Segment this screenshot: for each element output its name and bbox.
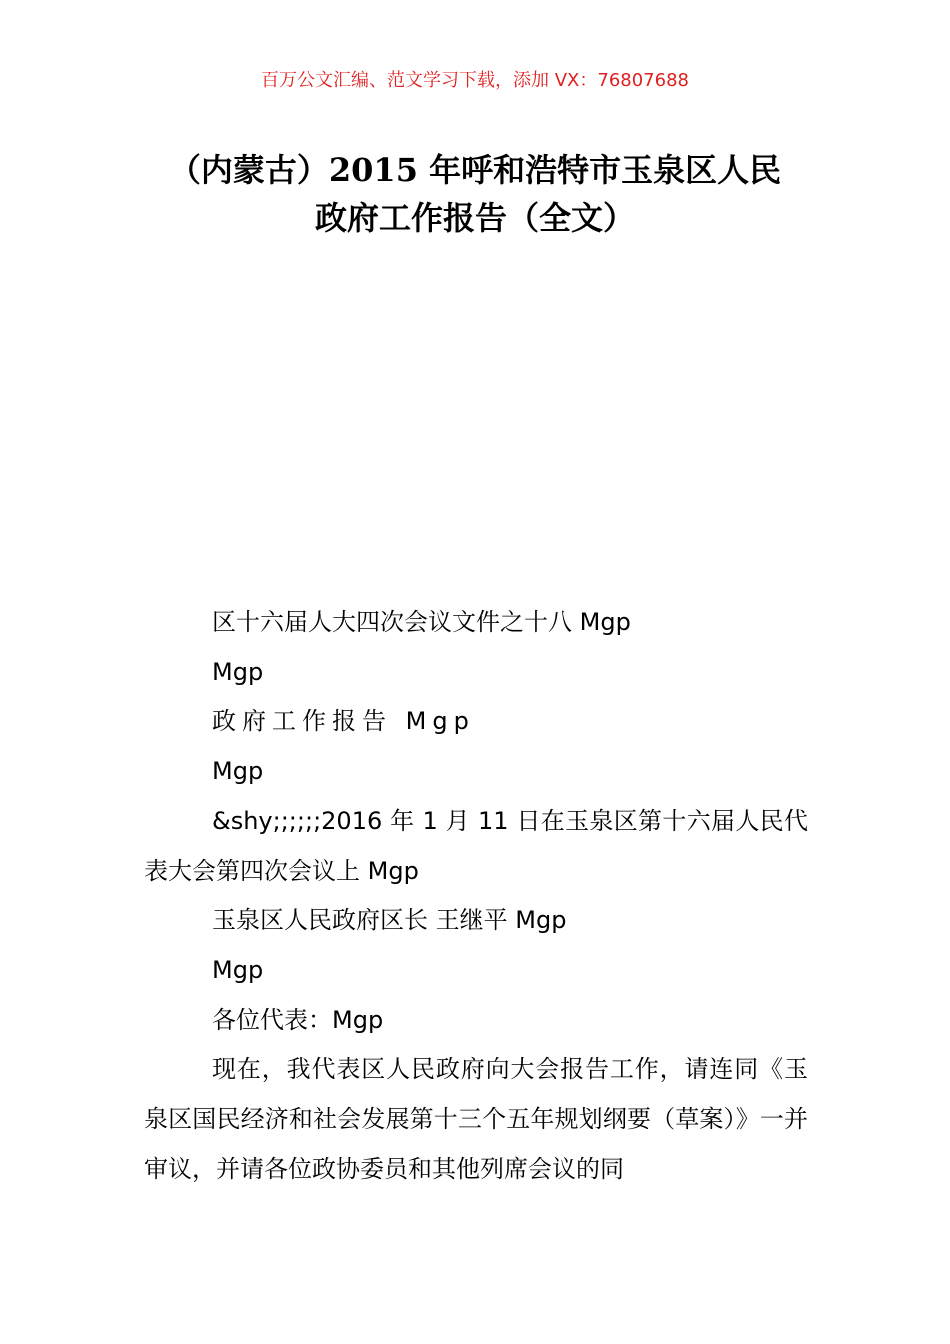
- opening-paragraph: 现在，我代表区人民政府向大会报告工作，请连同《玉泉区国民经济和社会发展第十三个五年规划纲要（草案）》一并审议，并请各位政协委员和其他列席会议的同: [144, 1055, 808, 1183]
- speaker-line: 玉泉区人民政府区长 王继平 Mgp: [212, 906, 567, 935]
- placeholder-line: Mgp: [212, 757, 264, 786]
- title-line-1: （内蒙古）2015 年呼和浩特市玉泉区人民: [168, 151, 782, 189]
- header-download-note: 百万公文汇编、范文学习下载，添加 VX：76807688: [261, 70, 689, 91]
- placeholder-line: Mgp: [212, 955, 264, 984]
- meeting-date-line: &shy;;;;;;2016 年 1 月 11 日在玉泉区第十六届人民代表大会第四次会议上 Mgp: [144, 806, 808, 885]
- salutation-line: 各位代表：Mgp: [212, 1005, 384, 1034]
- document-body: [144, 598, 808, 1194]
- report-heading: 政府工作报告 Mgp: [212, 707, 475, 736]
- file-number-line: 区十六届人大四次会议文件之十八 Mgp: [212, 608, 631, 636]
- title-line-2: 政府工作报告（全文）: [314, 199, 635, 237]
- placeholder-line: Mgp: [212, 657, 264, 686]
- document-title: [0, 146, 950, 242]
